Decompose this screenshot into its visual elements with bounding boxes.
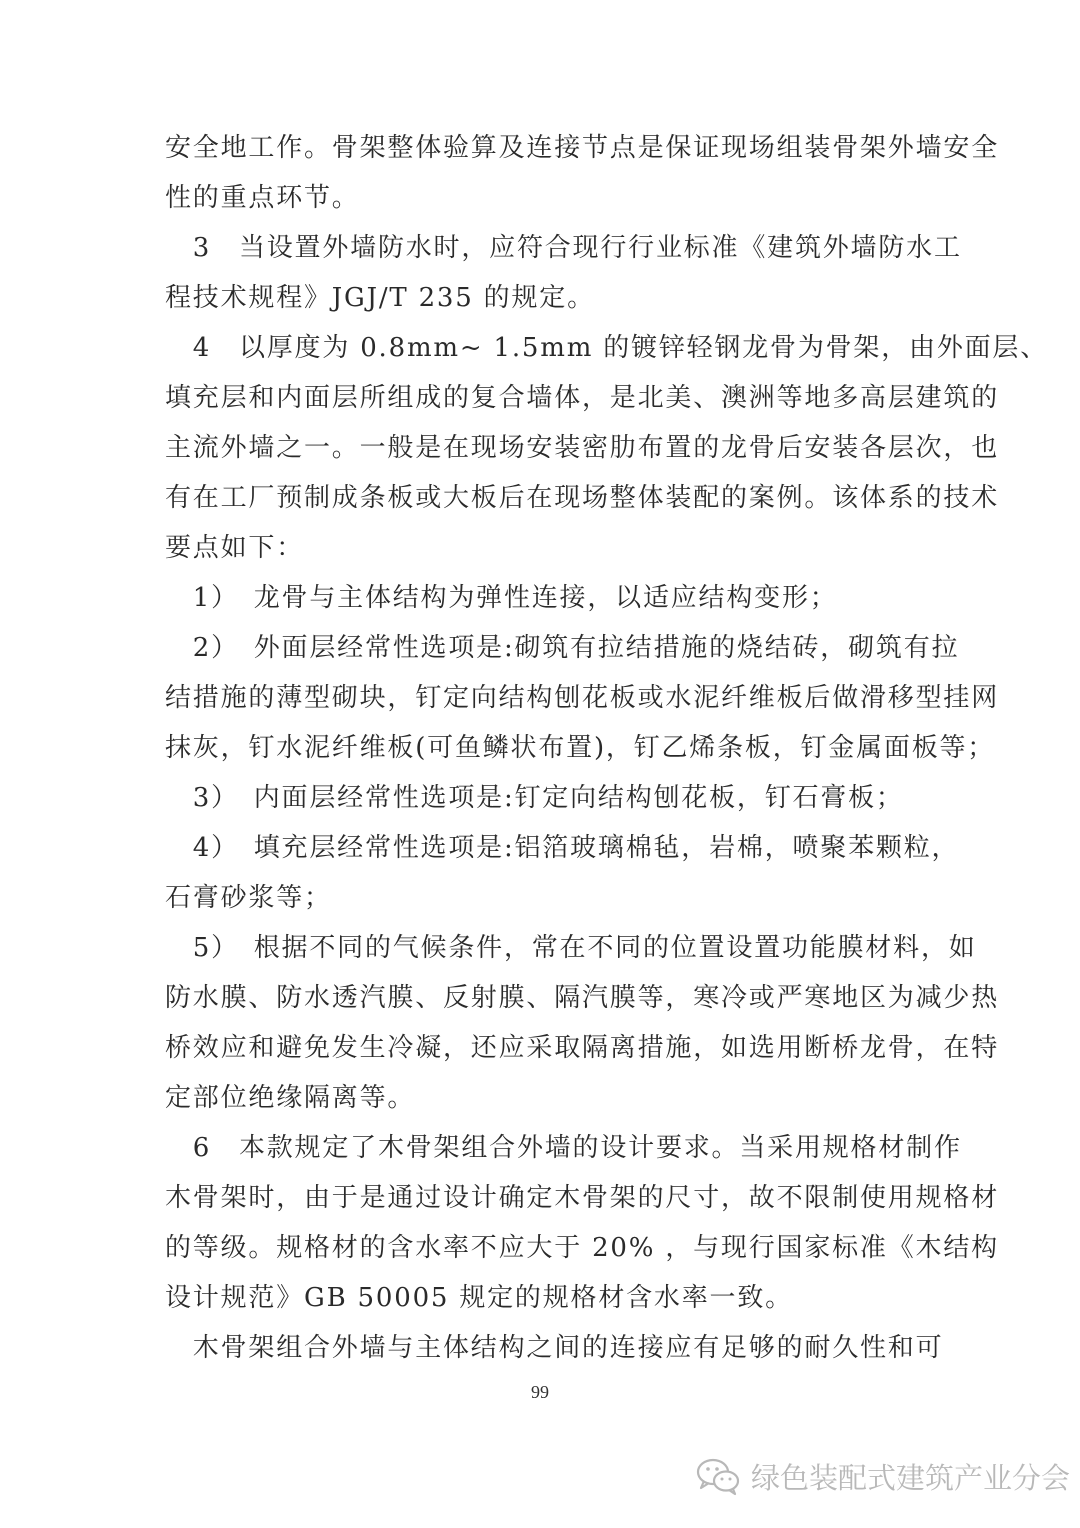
paragraph-line: 5） 根据不同的气候条件，常在不同的位置设置功能膜材料，如 <box>165 933 977 963</box>
page-number: 99 <box>531 1382 549 1402</box>
paragraph-line: 桥效应和避免发生冷凝，还应采取隔离措施，如选用断桥龙骨，在特 <box>165 1033 1000 1063</box>
paragraph-line: 程技术规程》JGJ/T 235 的规定。 <box>165 283 595 313</box>
watermark-text: 绿色装配式建筑产业分会 <box>751 1460 1071 1495</box>
paragraph-line: 石膏砂浆等； <box>165 883 332 913</box>
paragraph-line: 主流外墙之一。一般是在现场安装密肋布置的龙骨后安装各层次，也 <box>165 433 1000 463</box>
paragraph-line: 4） 填充层经常性选项是:铝箔玻璃棉毡，岩棉，喷聚苯颗粒， <box>165 833 960 863</box>
paragraph-line: 要点如下： <box>165 533 305 563</box>
paragraph-line: 防水膜、防水透汽膜、反射膜、隔汽膜等，寒冷或严寒地区为减少热 <box>165 983 1000 1013</box>
paragraph-line: 1） 龙骨与主体结构为弹性连接，以适应结构变形； <box>165 583 838 613</box>
paragraph-line: 3 当设置外墙防水时，应符合现行行业标准《建筑外墙防水工 <box>165 233 962 263</box>
paragraph-line: 填充层和内面层所组成的复合墙体，是北美、澳洲等地多高层建筑的 <box>165 383 1000 413</box>
paragraph-line: 6 本款规定了木骨架组合外墙的设计要求。当采用规格材制作 <box>165 1133 962 1163</box>
wechat-watermark <box>695 1452 1070 1500</box>
paragraph-line: 木骨架时，由于是通过设计确定木骨架的尺寸，故不限制使用规格材 <box>165 1183 1000 1213</box>
paragraph-line: 性的重点环节。 <box>165 183 360 213</box>
paragraph-line: 结措施的薄型砌块，钉定向结构刨花板或水泥纤维板后做滑移型挂网 <box>165 683 1000 713</box>
paragraph-line: 2） 外面层经常性选项是:砌筑有拉结措施的烧结砖，砌筑有拉 <box>165 633 960 663</box>
paragraph-line: 安全地工作。骨架整体验算及连接节点是保证现场组装骨架外墙安全 <box>165 133 1000 163</box>
paragraph-line: 的等级。规格材的含水率不应大于 20% ，与现行国家标准《木结构 <box>165 1233 999 1263</box>
paragraph-line: 4 以厚度为 0.8mm~ 1.5mm 的镀锌轻钢龙骨为骨架，由外面层、 <box>165 333 1049 363</box>
paragraph-line: 木骨架组合外墙与主体结构之间的连接应有足够的耐久性和可 <box>165 1333 944 1363</box>
paragraph-line: 设计规范》GB 50005 规定的规格材含水率一致。 <box>165 1283 793 1313</box>
wechat-icon <box>695 1456 741 1496</box>
paragraph-line: 抹灰，钉水泥纤维板(可鱼鳞状布置)，钉乙烯条板，钉金属面板等； <box>165 733 996 763</box>
paragraph-line: 3） 内面层经常性选项是:钉定向结构刨花板，钉石膏板； <box>165 783 904 813</box>
paragraph-line: 有在工厂预制成条板或大板后在现场整体装配的案例。该体系的技术 <box>165 483 1000 513</box>
paragraph-line: 定部位绝缘隔离等。 <box>165 1083 416 1113</box>
